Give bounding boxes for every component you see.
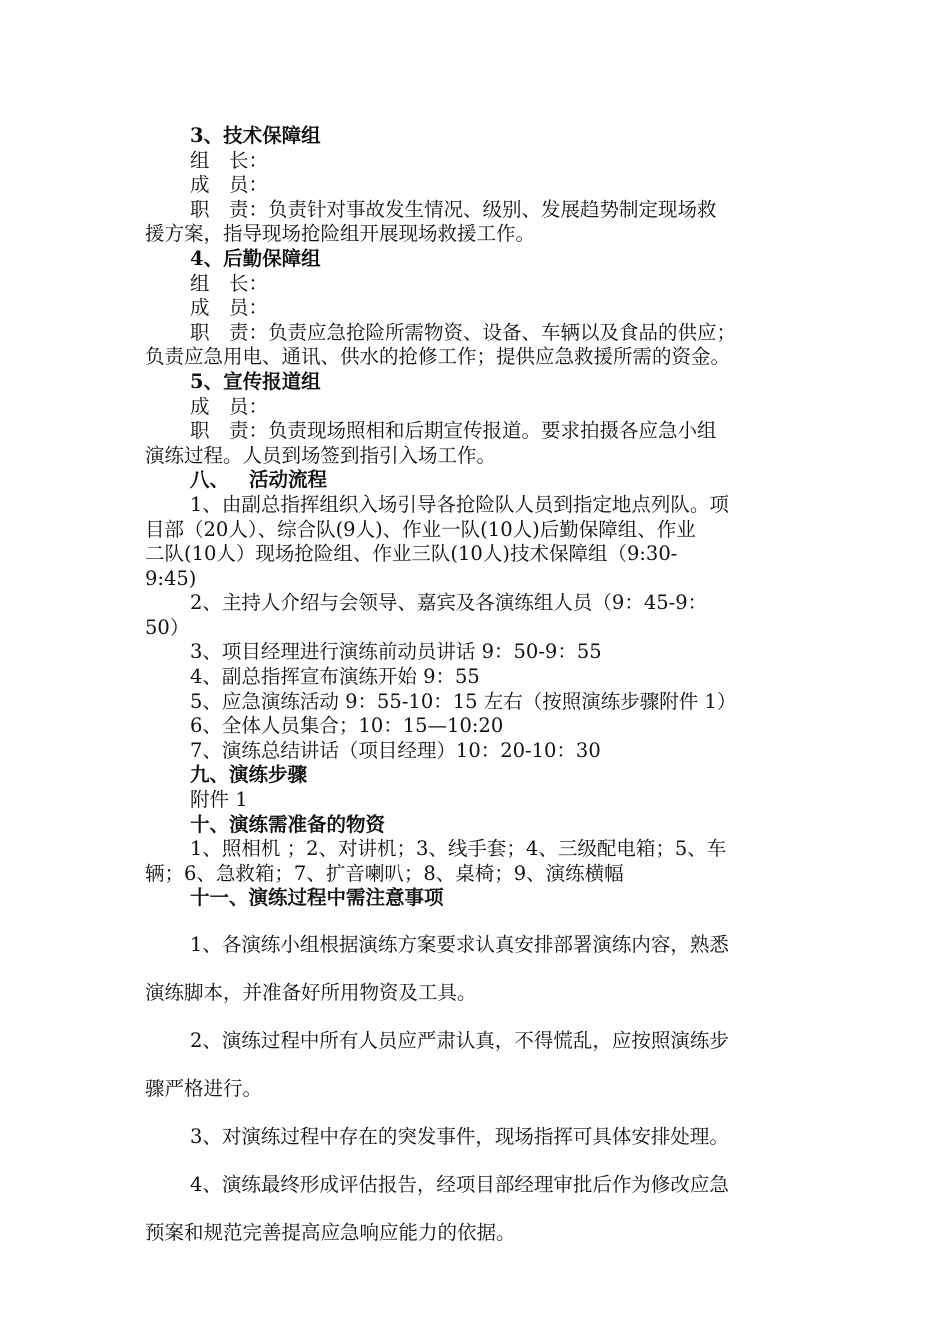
duty-line: 职 责：负责针对事故发生情况、级别、发展趋势制定现场救 (190, 197, 717, 221)
list-item-cont: 预案和规范完善提高应急响应能力的依据。 (145, 1221, 516, 1244)
section-number: 八、 (190, 468, 230, 492)
members-line: 成 员： (190, 296, 269, 320)
document-body-loose (145, 921, 815, 1257)
list-item: 2、演练过程中所有人员应严肃认真，不得慌乱，应按照演练步 (190, 1029, 729, 1052)
section-heading: 3、技术保障组 (190, 124, 321, 147)
section-heading (145, 468, 815, 493)
list-item: 6、全体人员集合；10：15—10:20 (190, 714, 504, 738)
list-item-cont: 9:45) (145, 566, 197, 590)
section-heading: 十、演练需准备的物资 (190, 812, 386, 836)
duty-line-cont: 援方案，指导现场抢险组开展现场救援工作。 (145, 222, 536, 246)
list-item: 3、对演练过程中存在的突发事件，现场指挥可具体安排处理。 (190, 1125, 729, 1148)
list-item: 3、项目经理进行演练前动员讲话 9：50-9：55 (190, 640, 602, 664)
list-item: 5、应急演练活动 9：55-10：15 左右（按照演练步骤附件 1） (190, 689, 737, 713)
leader-line: 组 长： (190, 148, 269, 172)
list-item: 2、主持人介绍与会领导、嘉宾及各演练组人员（9：45-9： (190, 591, 708, 615)
section-heading: 5、宣传报道组 (190, 369, 321, 393)
duty-line: 职 责：负责应急抢险所需物资、设备、车辆以及食品的供应； (190, 320, 737, 344)
section-heading: 4、后勤保障组 (190, 246, 321, 270)
duty-line-cont: 负责应急用电、通讯、供水的抢修工作；提供应急救援所需的资金。 (145, 345, 731, 369)
list-item: 1、各演练小组根据演练方案要求认真安排部署演练内容，熟悉 (190, 933, 729, 956)
leader-line: 组 长： (190, 271, 269, 295)
list-item-cont: 50） (145, 615, 190, 639)
duty-line: 职 责：负责现场照相和后期宣传报道。要求拍摄各应急小组 (190, 419, 717, 443)
list-item-cont: 演练脚本，并准备好所用物资及工具。 (145, 981, 477, 1004)
list-item-cont: 骤严格进行。 (145, 1077, 263, 1100)
list-item-cont: 二队(10人）现场抢险组、作业三队(10人)技术保障组（9:30- (145, 542, 678, 566)
members-line: 成 员： (190, 173, 269, 197)
document-body-dense (145, 124, 815, 911)
members-line: 成 员： (190, 394, 269, 418)
attachment-line: 附件 1 (190, 788, 248, 812)
list-item-cont: 目部（20人）、综合队(9人)、作业一队(10人)后勤保障组、作业 (145, 517, 696, 541)
section-heading: 九、演练步骤 (190, 763, 308, 787)
list-item: 7、演练总结讲话（项目经理）10：20-10：30 (190, 738, 601, 762)
list-item: 4、演练最终形成评估报告，经项目部经理审批后作为修改应急 (190, 1173, 729, 1196)
list-item: 4、副总指挥宣布演练开始 9：55 (190, 665, 480, 689)
section-heading: 十一、演练过程中需注意事项 (190, 886, 444, 910)
section-title: 活动流程 (249, 468, 328, 492)
list-item: 1、照相机 ；2、对讲机；3、线手套；4、三级配电箱；5、车 (190, 837, 727, 861)
list-item: 1、由副总指挥组织入场引导各抢险队人员到指定地点列队。项 (190, 492, 729, 516)
list-item-cont: 辆；6、急救箱；7、扩音喇叭；8、桌椅；9、演练横幅 (145, 861, 624, 885)
duty-line-cont: 演练过程。人员到场签到指引入场工作。 (145, 443, 497, 467)
